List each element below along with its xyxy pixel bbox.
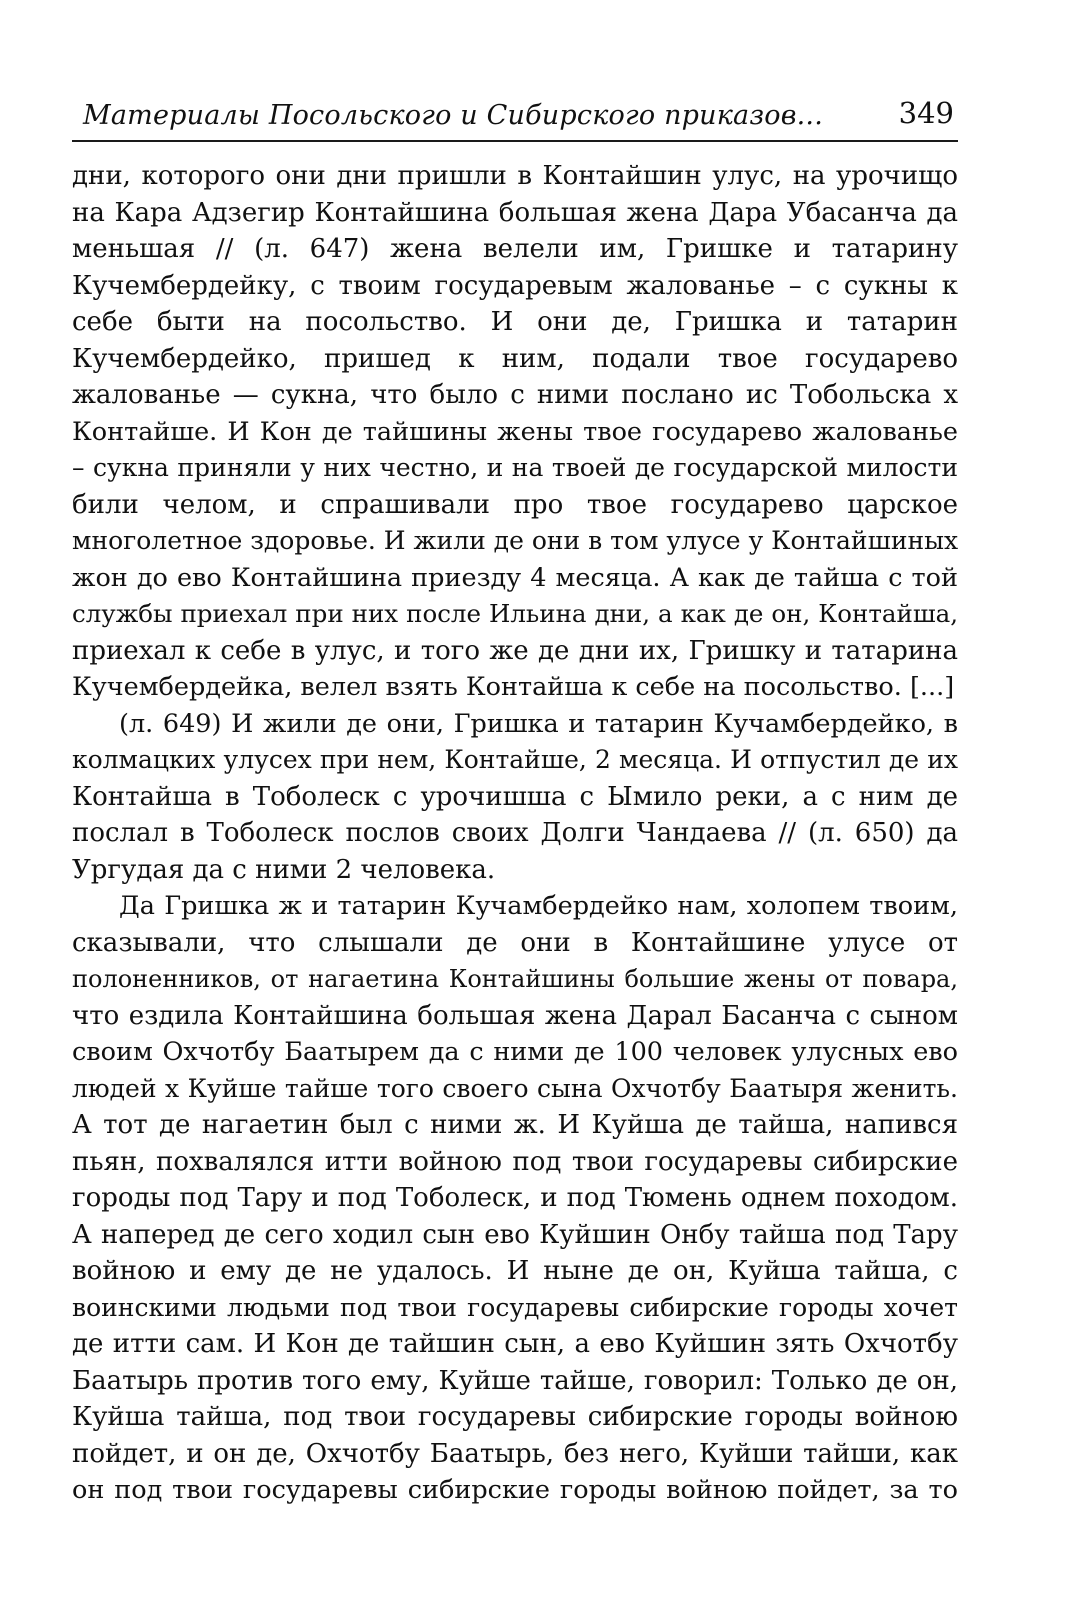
- text-line: что ездила Контайшина большая жена Дарал Басанча с сыном: [72, 1000, 958, 1031]
- text-line: службы приехал при них после Ильина дни, а как де он, Контайша,: [72, 599, 958, 628]
- text-line: воинскими людьми под твои государевы сибирские городы хочет: [72, 1292, 958, 1322]
- text-line: жон до ево Контайшина приезду 4 месяца. А как де тайша с той: [72, 562, 958, 593]
- text-line: городы под Тару и под Тоболеск, и под Тюмень однем походом.: [72, 1183, 958, 1213]
- text-line: Куйша тайша, под твои государевы сибирские городы войною: [72, 1402, 958, 1432]
- text-line: полоненников, от нагаетина Контайшины большие жены от повара,: [72, 965, 958, 993]
- text-line: послал в Тоболеск послов своих Долги Чандаева // (л. 650) да: [72, 818, 958, 848]
- text-line: людей х Куйше тайше того своего сына Охчотбу Баатыря женить.: [72, 1073, 958, 1103]
- text-line: дни, которого они дни пришли в Контайшин улус, на урочищо: [72, 161, 958, 191]
- text-line: он под твои государевы сибирские городы войною пойдет, за то: [72, 1475, 958, 1505]
- running-header: [72, 96, 958, 142]
- text-line: Кучембердейко, пришед к ним, подали твое государево: [72, 343, 958, 374]
- text-line: Баатырь против того ему, Куйше тайше, говорил: Только де он,: [72, 1365, 958, 1396]
- text-line: били челом, и спрашивали про твое государево царское: [72, 489, 958, 520]
- text-line: (л. 649) И жили де они, Гришка и татарин Кучамбердейко, в: [119, 708, 958, 739]
- text-line: пьян, похвалялся итти войною под твои государевы сибирские: [72, 1146, 958, 1177]
- text-line: Да Гришка ж и татарин Кучамбердейко нам, холопем твоим,: [119, 891, 958, 921]
- text-line: А наперед де сего ходил сын ево Куйшин Онбу тайша под Тару: [72, 1219, 958, 1250]
- text-line: приехал к себе в улус, и того же де дни их, Гришку и татарина: [72, 635, 958, 666]
- text-line: Кучембердейка, велел взять Контайша к себе на посольство. [...]: [72, 672, 955, 702]
- text-line: меньшая // (л. 647) жена велели им, Гришке и татарину: [72, 234, 958, 264]
- text-line: де итти сам. И Кон де тайшин сын, а ево Куйшин зять Охчотбу: [72, 1329, 958, 1359]
- text-line: своим Охчотбу Баатырем да с ними де 100 человек улусных ево: [72, 1037, 958, 1067]
- text-line: сказывали, что слышали де они в Контайшине улусе от: [72, 927, 958, 958]
- text-line: А тот де нагаетин был с ними ж. И Куйша де тайша, напився: [72, 1110, 958, 1140]
- page-number: 349: [898, 96, 954, 130]
- running-title: Материалы Посольского и Сибирского приказов...: [83, 100, 823, 131]
- text-line: жалованье — сукна, что было с ними послано ис Тобольска х: [72, 380, 958, 410]
- text-line: на Кара Адзегир Контайшина большая жена Дара Убасанча да: [72, 197, 958, 228]
- body-text: [72, 158, 958, 1509]
- text-line: пойдет, и он де, Охчотбу Баатырь, без него, Куйши тайши, как: [72, 1438, 958, 1469]
- text-line: многолетное здоровье. И жили де они в том улусе у Контайшиных: [72, 526, 958, 555]
- text-line: Ургудая да с ними 2 человека.: [72, 854, 496, 885]
- text-line: Контайша в Тоболеск с урочишша с Ымило реки, а с ним де: [72, 781, 958, 812]
- text-line: Контайше. И Кон де тайшины жены твое государево жалованье: [72, 416, 958, 447]
- text-line: Кучембердейку, с твоим государевым жалованье – с сукны к: [72, 270, 958, 301]
- text-line: – сукна приняли у них честно, и на твоей де государской милости: [72, 453, 958, 482]
- text-line: войною и ему де не удалось. И ныне де он, Куйша тайша, с: [72, 1256, 958, 1286]
- text-line: себе быти на посольство. И они де, Гришка и татарин: [72, 307, 958, 337]
- text-line: колмацких улусех при нем, Контайше, 2 месяца. И отпустил де их: [72, 745, 958, 774]
